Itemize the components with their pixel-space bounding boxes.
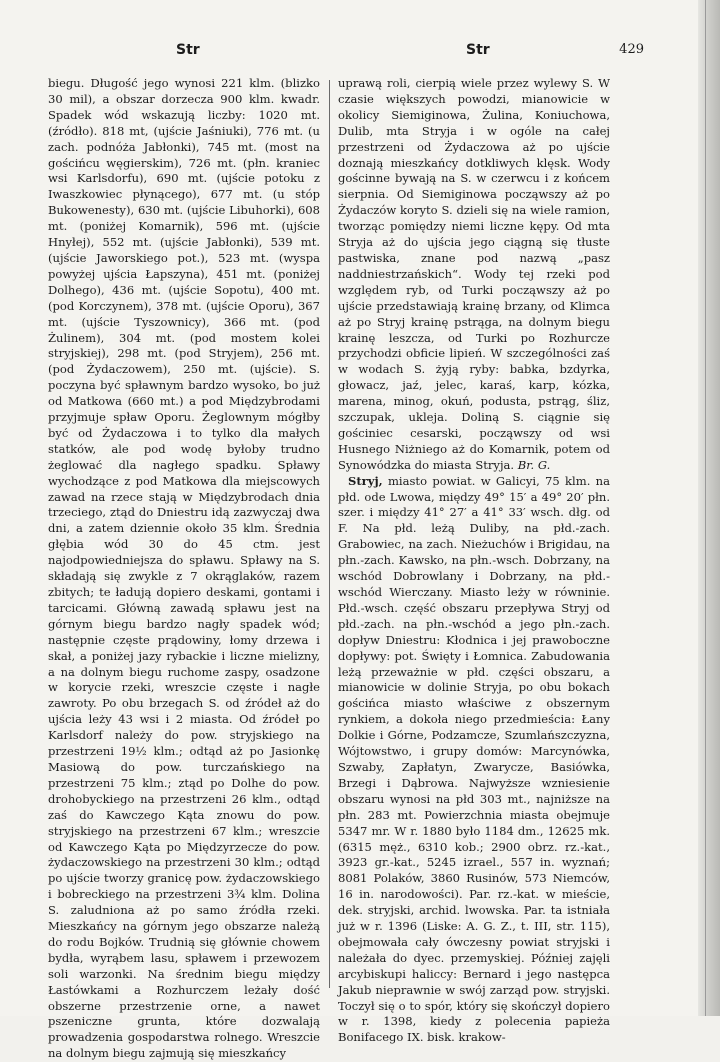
paragraph-text: uprawą roli, cierpią wiele przez wylewy S. W czasie większych powodzi, mianowicie w okolicy Siemiginowa, Żulina, Koniuchowa, Dulib, mta Stryja i w ogóle na całej przestrzeni od Żydaczowa aż po ujście doznają mieszkańcy dotkliwych klęsk. Wody gościnne bywają na S. w czerwcu i z końcem sierpnia. Od Siemiginowa począwszy aż po Żydaczów koryto S. dzieli się na wiele ramion, tworząc pomiędzy niemi liczne kępy. Od mta Stryja aż do ujścia jego ciągną się tłuste pastwiska, znane pod nazwą „pasz naddniestrzańskich“. Wody tej rzeki pod względem ryb, od Turki począwszy aż po ujście przedstawiają krainę brzany, od Klimca aż po Stryj krainę pstrąga, na dolnym biegu krainę leszcza, od Turki po Rozhurcze przychodzi obficie lipień. W szczególności zaś w wodach S. żyją ryby: babka, bzdyrka, głowacz, jaź, jelec, karaś, karp, kózka, marena, minog, okuń, podusta, pstrąg, śliz, szczupak, ukleja. Doliną S. ciągnie się gościniec cesarski, począwszy od wsi Husnego Niżniego aż do Komarnik, potem od Synowódzka do miasta Stryja. (338, 76, 610, 472)
page-number: 429 (619, 42, 644, 57)
header-center-word: Str (466, 42, 490, 58)
left-column (48, 76, 320, 1062)
dictionary-entry-stryj (338, 474, 610, 1047)
entry-headword: Stryj, (348, 473, 383, 488)
right-column-paragraph (338, 76, 610, 474)
page-edge-line (705, 0, 706, 1016)
header-left-word: Str (176, 42, 200, 58)
page-edge-shadow (698, 0, 720, 1016)
author-signature: Br. G. (517, 457, 551, 472)
running-header (48, 42, 644, 64)
column-divider (329, 80, 330, 988)
entry-text: miasto powiat. w Galicyi, 75 klm. na płd. ode Lwowa, między 49° 15′ a 49° 20′ płn. szer. i między 41° 27′ a 41° 33′ wsch. dłg. od F. Na płd. leżą Duliby, na płd.-zach. Grabowiec, na zach. Nieżuchów i Brigidau, na płn.-zach. Kawsko, na płn.-wsch. Dobrzany, na wschód Dobrowlany i Dobrzany, na płd.-wschód Wierczany. Miasto leży w równinie. Płd.-wsch. część obszaru przepływa Stryj od płd.-zach. na płn.-wschód a jego płn.-zach. dopływ Dniestru: Kłodnica i jej prawoboczne dopływy: pot. Święty i Łomnica. Zabudowania leżą przeważnie w płd. części obszaru, a mianowicie w dolinie Stryja, po obu bokach gościńca miasto właściwe z obszernym rynkiem, a dokoła niego przedmieścia: Łany Dolkie i Górne, Podzamcze, Szumlańszczyzna, Wójtowstwo, i grupy domów: Marcynówka, Szwaby, Zapłatyn, Zwarycze, Basiówka, Brzegi i Dąbrowa. Najwyższe wzniesienie obszaru wynosi na płd 303 mt., najniższe na płn. 283 mt. Powierzchnia miasta obejmuje 5347 mr. W r. 1880 było 1184 dm., 12625 mk. (6315 męż., 6310 kob.; 2900 obrz. rz.-kat., 3923 gr.-kat., 5245 izrael., 557 in. wyznań; 8081 Polaków, 3860 Rusinów, 573 Niemców, 16 in. narodowości). Par. rz.-kat. w mieście, dek. stryjski, archid. lwowska. Par. ta istniała już w r. 1396 (Liske: A. G. Z., t. III, str. 115), obejmowała cały ówczesny powiat stryjski i należała do dyec. przemyskiej. Później zajęli arcybiskupi haliccy: Bernard i jego następca Jakub nieprawnie w swój zarząd pow. stryjski. Toczył się o to spór, który się skończył dopiero w r. 1398, kiedy z polecenia papieża Bonifacego IX. bisk. krakow- (338, 473, 610, 1045)
left-column-text: biegu. Długość jego wynosi 221 klm. (blizko 30 mil), a obszar dorzecza 900 klm. kwadr. Spadek wód wskazują liczby: 1020 mt. (źródło). 818 mt, (ujście Jaśniuki), 776 mt. (u zach. podnóża Jabłonki), 745 mt. (most na gościńcu węgierskim), 726 mt. (płn. kraniec wsi Karlsdorfu), 690 mt. (ujście potoku z Iwaszkowiec płynącego), 677 mt. (u stóp Bukowenesty), 630 mt. (ujście Libuhorki), 608 mt. (poniżej Komarnik), 596 mt. (ujście Hnyłej), 552 mt. (ujście Jabłonki), 539 mt. (ujście Jaworskiego pot.), 523 mt. (wyspa powyżej ujścia Łapszyna), 451 mt. (poniżej Dolhego), 436 mt. (ujście Sopotu), 400 mt. (pod Korczynem), 378 mt. (ujście Oporu), 367 mt. (ujście Tyszownicy), 366 mt. (pod Żulinem), 304 mt. (pod mostem kolei stryjskiej), 298 mt. (pod Stryjem), 256 mt. (pod Żydaczowem), 250 mt. (ujście). S. poczyna być spławnym bardzo wysoko, bo już od Matkowa (660 mt.) a pod Międzybrodami przyjmuje spław Oporu. Żeglownym mógłby być od Żydaczowa i to tylko dla małych statków, ale pod wodę byłoby trudno żeglować dla nagłego spadku. Spławy wychodzące z pod Matkowa dla miejscowych zawad na rzece stają w Międzybrodach dnia trzeciego, ztąd do Dniestru idą zazwyczaj dwa dni, a zatem dziennie około 35 klm. Średnia głębia wód 30 do 45 ctm. jest najodpowiedniejsza do spławu. Spławy na S. składają się zwykle z 7 okrąglaków, razem zbitych; te ładują dopiero deskami, gontami i tarcicami. Główną zawadą spławu jest na górnym biegu bardzo nagły spadek wód; następnie częste prądowiny, łomy drzewa i skał, a poniżej jazy rybackie i liczne mielizny, a na dolnym biegu ruchome zaspy, osadzone w korycie rzeki, wreszcie częste i nagłe zawroty. Po obu brzegach S. od źródeł aż do ujścia leży 43 wsi i 2 miasta. Od źródeł po Karlsdorf należy do pow. stryjskiego na przestrzeni 19½ klm.; odtąd aż po Jasionkę Masiową do pow. turczańskiego na przestrzeni 75 klm.; ztąd po Dolhe do pow. drohobyckiego na przestrzeni 26 klm., odtąd zaś do Kawczego Kąta znowu do pow. stryjskiego na przestrzeni 67 klm.; wreszcie od Kawczego Kąta po Międzyrzecze do pow. żydaczowskiego na przestrzeni 30 klm.; odtąd po ujście tworzy granicę pow. żydaczowskiego i bobreckiego na przestrzeni 3¾ klm. Dolina S. zaludniona aż po samo źródła rzeki. Mieszkańcy na górnym jego obszarze należą do rodu Bojków. Trudnią się głównie chowem bydła, wyrąbem lasu, spławem i przewozem soli warzonki. Na średnim biegu między Łastówkami a Rozhurczem leżały dość obszerne przestrzenie orne, a nawet pszeniczne grunta, które dozwalają prowadzenia gospodarstwa rolnego. Wreszcie na dolnym biegu zajmują się mieszkańcy (48, 76, 320, 1061)
right-column (338, 76, 610, 1046)
